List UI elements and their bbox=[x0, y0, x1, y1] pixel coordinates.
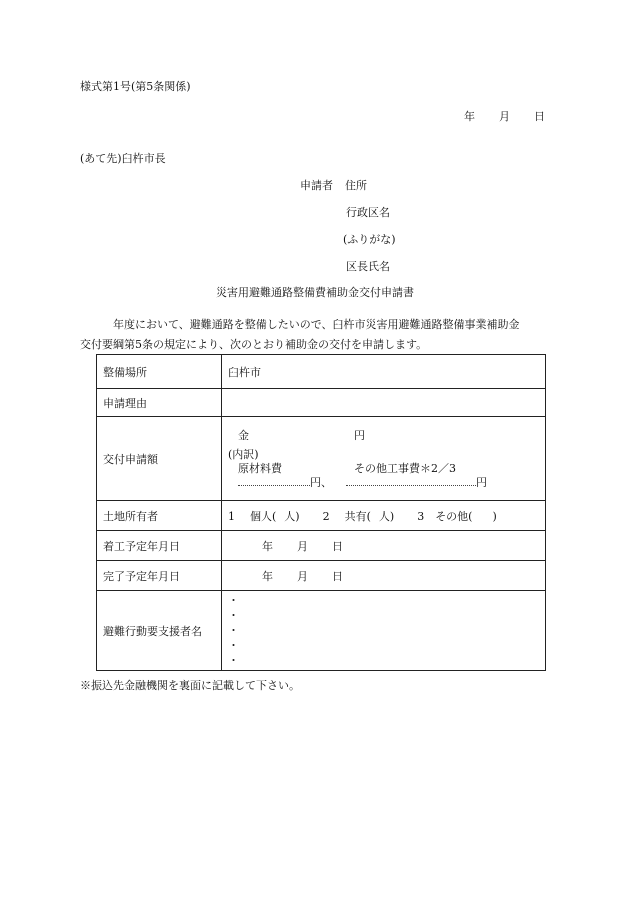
table-row bbox=[97, 417, 546, 501]
end-date-value[interactable] bbox=[222, 561, 546, 591]
table-row bbox=[97, 531, 546, 561]
owner-opt3-label[interactable]: その他( bbox=[435, 509, 473, 523]
date-day: 日 bbox=[534, 110, 545, 123]
address-label: 住所 bbox=[345, 179, 367, 192]
materials-label: 原材料費 bbox=[238, 461, 282, 475]
reason-value[interactable] bbox=[222, 389, 546, 417]
owner-opt2-label[interactable]: 共有( bbox=[344, 509, 371, 523]
owner-opt3-close: ) bbox=[492, 509, 497, 523]
supporter-bullet: ・ bbox=[228, 609, 239, 622]
end-year: 年 bbox=[262, 569, 273, 583]
supporter-bullet: ・ bbox=[228, 624, 239, 637]
footnote: ※振込先金融機関を裏面に記載して下さい。 bbox=[80, 679, 300, 692]
other-label: その他工事費＊2／3 bbox=[354, 461, 456, 475]
start-month: 月 bbox=[297, 539, 308, 553]
start-date-label: 着工予定年月日 bbox=[97, 531, 222, 561]
supporter-bullet: ・ bbox=[228, 594, 239, 607]
supporters-list[interactable] bbox=[222, 591, 546, 671]
owner-opt3-number: 3 bbox=[417, 509, 425, 523]
materials-yen-label: 円、 bbox=[310, 475, 332, 489]
supporter-bullet: ・ bbox=[228, 639, 239, 652]
reason-label: 申請理由 bbox=[97, 389, 222, 417]
body-text bbox=[80, 315, 550, 355]
table-row bbox=[97, 355, 546, 389]
start-year: 年 bbox=[262, 539, 273, 553]
chief-name-label: 区長氏名 bbox=[346, 260, 390, 273]
breakdown-label: (内訳) bbox=[228, 447, 259, 461]
application-table bbox=[96, 354, 546, 671]
location-value[interactable]: 臼杵市 bbox=[222, 355, 546, 389]
table-row bbox=[97, 501, 546, 531]
other-yen-label: 円 bbox=[476, 475, 487, 489]
end-day: 日 bbox=[332, 569, 343, 583]
supporters-label: 避難行動要支援者名 bbox=[97, 591, 222, 671]
owner-opt1-number: 1 bbox=[228, 509, 235, 523]
start-date-value[interactable] bbox=[222, 531, 546, 561]
end-date-label: 完了予定年月日 bbox=[97, 561, 222, 591]
date-year: 年 bbox=[464, 110, 475, 123]
date-month: 月 bbox=[499, 110, 510, 123]
date-line bbox=[464, 110, 545, 124]
district-label: 行政区名 bbox=[346, 206, 390, 219]
applicant-label: 申請者 bbox=[300, 179, 333, 192]
materials-amount-field[interactable] bbox=[238, 485, 310, 486]
kin-label: 金 bbox=[238, 428, 249, 442]
table-row bbox=[97, 591, 546, 671]
location-label: 整備場所 bbox=[97, 355, 222, 389]
other-amount-field[interactable] bbox=[346, 485, 476, 486]
form-number: 様式第1号(第5条関係) bbox=[80, 80, 191, 93]
owner-opt1-label[interactable]: 個人( bbox=[250, 509, 277, 523]
table-row bbox=[97, 561, 546, 591]
end-month: 月 bbox=[297, 569, 308, 583]
supporter-bullet: ・ bbox=[228, 654, 239, 667]
table-row bbox=[97, 389, 546, 417]
amount-cell[interactable] bbox=[222, 417, 546, 501]
owner-options[interactable] bbox=[222, 501, 546, 531]
addressee: (あて先)臼杵市長 bbox=[80, 152, 166, 165]
yen-label: 円 bbox=[354, 428, 365, 442]
owner-opt2-number: 2 bbox=[322, 509, 330, 523]
body-line-1: 年度において、避難通路を整備したいので、臼杵市災害用避難通路整備事業補助金 bbox=[113, 318, 520, 331]
document-title: 災害用避難通路整備費補助金交付申請書 bbox=[216, 286, 414, 299]
owner-opt1-count: 人) bbox=[284, 509, 300, 523]
owner-opt2-count: 人) bbox=[378, 509, 395, 523]
amount-label: 交付申請額 bbox=[97, 417, 222, 501]
owner-label: 土地所有者 bbox=[97, 501, 222, 531]
start-day: 日 bbox=[332, 539, 343, 553]
body-line-2: 交付要綱第5条の規定により、次のとおり補助金の交付を申請します。 bbox=[80, 338, 428, 351]
furigana-label: (ふりがな) bbox=[343, 233, 396, 246]
